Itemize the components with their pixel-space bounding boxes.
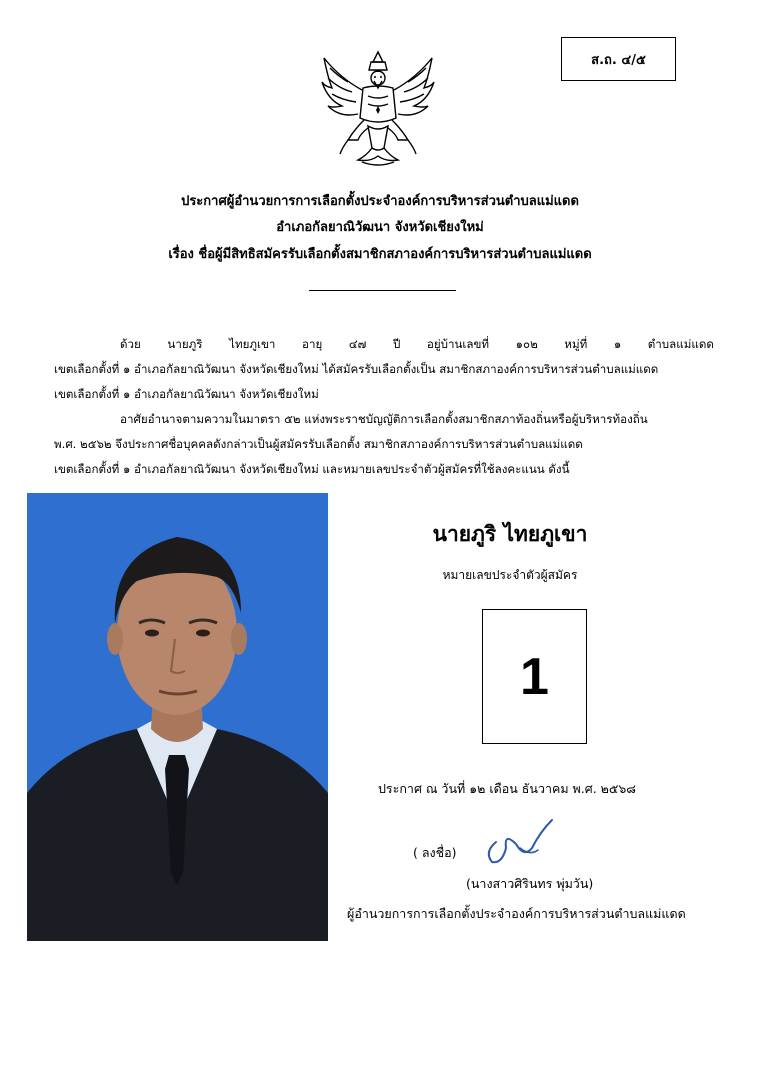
p1-word: ไทยภูเขา — [229, 337, 276, 351]
paragraph-2-line-3: เขตเลือกตั้งที่ ๑ อำเภอกัลยาณิวัฒนา จังหวัดเชียงใหม่ และหมายเลขประจำตัวผู้สมัครที่ใช้ลงคะแนน ดังนี้ — [54, 462, 570, 476]
signer-name: (นางสาวศิรินทร พุ่มวัน) — [466, 876, 594, 891]
p1-word: นายภูริ — [167, 337, 203, 351]
p1-word: ๑ — [613, 337, 622, 351]
candidate-photo — [27, 493, 328, 941]
p1-word: อยู่บ้านเลขที่ — [426, 337, 490, 351]
candidate-number: 1 — [520, 647, 549, 706]
title-divider — [309, 290, 456, 291]
candidate-number-label: หมายเลขประจำตัวผู้สมัคร — [442, 568, 578, 582]
p1-word: ๔๗ — [348, 337, 367, 351]
paragraph-1-line-3: เขตเลือกตั้งที่ ๑ อำเภอกัลยาณิวัฒนา จังหวัดเชียงใหม่ — [54, 387, 319, 401]
announcement-title: ประกาศผู้อำนวยการการเลือกตั้งประจำองค์การบริหารส่วนตำบลแม่แดด — [181, 194, 579, 209]
form-code-box — [561, 37, 676, 81]
p1-word: อายุ — [302, 337, 323, 351]
form-code: ส.ถ. ๔/๕ — [591, 52, 646, 68]
candidate-name: นายภูริ ไทยภูเขา — [432, 522, 588, 546]
garuda-emblem-icon — [318, 48, 438, 170]
p1-word: ด้วย — [120, 337, 141, 351]
sign-label: ( ลงชื่อ) — [413, 845, 457, 860]
p1-word: หมู่ที่ — [564, 337, 588, 351]
p1-word: ปี — [392, 337, 401, 351]
paragraph-2-line-2: พ.ศ. ๒๕๖๒ จึงประกาศชื่อบุคคลดังกล่าวเป็นผู้สมัครรับเลือกตั้ง สมาชิกสภาองค์การบริหารส่วนตำบลแม่แดด — [54, 437, 583, 451]
paragraph-1-line-1 — [120, 336, 714, 354]
announcement-district: อำเภอกัลยาณิวัฒนา จังหวัดเชียงใหม่ — [276, 220, 484, 235]
candidate-number-box — [482, 609, 587, 744]
announcement-date: ประกาศ ณ วันที่ ๑๒ เดือน ธันวาคม พ.ศ. ๒๕๖๘ — [378, 781, 636, 796]
signature — [480, 812, 570, 867]
paragraph-1-line-2: เขตเลือกตั้งที่ ๑ อำเภอกัลยาณิวัฒนา จังหวัดเชียงใหม่ ได้สมัครรับเลือกตั้งเป็น สมาชิกสภาองค์การบริหารส่วนตำบลแม่แดด — [54, 362, 659, 376]
p1-word: ตำบลแม่แดด — [647, 337, 714, 351]
p1-word: ๑๐๒ — [515, 337, 538, 351]
paragraph-2-line-1: อาศัยอำนาจตามความในมาตรา ๕๒ แห่งพระราชบัญญัติการเลือกตั้งสมาชิกสภาท้องถิ่นหรือผู้บริหารท้องถิ่น — [120, 412, 648, 426]
signer-position: ผู้อำนวยการการเลือกตั้งประจำองค์การบริหารส่วนตำบลแม่แดด — [347, 906, 686, 921]
announcement-subject: เรื่อง ชื่อผู้มีสิทธิสมัครรับเลือกตั้งสมาชิกสภาองค์การบริหารส่วนตำบลแม่แดด — [168, 247, 592, 262]
